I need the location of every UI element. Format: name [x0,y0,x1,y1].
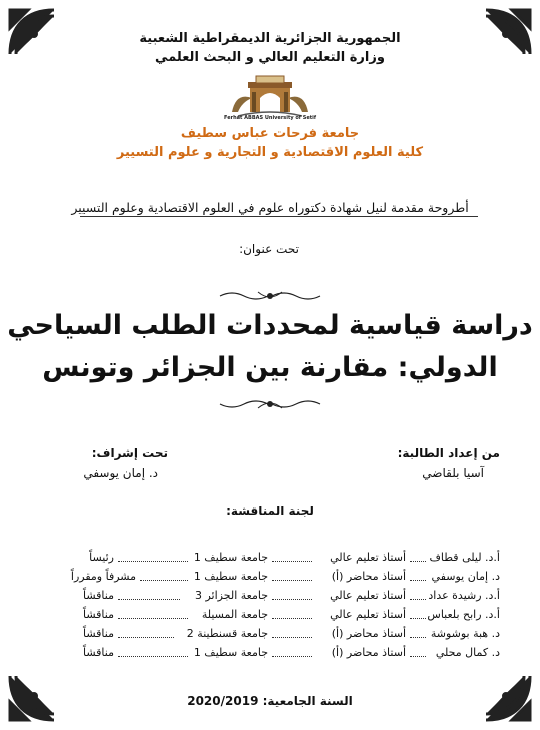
republic-name: الجمهورية الجزائرية الديمقراطية الشعبية [139,31,401,46]
academic-year-label: السنة الجامعية: [262,694,353,708]
jury-member-rank: أستاذ تعليم عالي [330,589,406,602]
under-title-label: تحت عنوان: [239,242,299,256]
jury-member-name: د. هبة بوشوشة [430,627,500,640]
jury-member-role: مشرفاً ومقرراً [70,570,136,583]
student-label: من إعداد الطالبة: [397,446,500,460]
jury-member-institution: جامعة قسنطينة 2 [186,627,268,640]
jury-row [40,588,500,604]
title-ornament-top [218,288,322,304]
jury-member-name: د. كمال محلي [435,646,500,659]
jury-member-role: مناقشاً [83,608,114,621]
jury-member-institution: جامعة الجزائر 3 [194,589,268,602]
jury-member-rank: أستاذ تعليم عالي [330,551,406,564]
jury-member-name: أ.د. رشيدة عداد [428,589,500,602]
jury-member-rank: أستاذ محاضر (أ) [331,646,406,659]
student-name: آسيا بلقاضي [422,466,484,480]
jury-row [40,550,500,566]
academic-year [0,694,540,708]
jury-member-institution: جامعة المسيلة [201,608,268,621]
thesis-purpose: أطروحة مقدمة لنيل شهادة دكتوراه علوم في العلوم الاقتصادية وعلوم التسيير [71,200,469,215]
faculty-name: كلية العلوم الاقتصادية و التجارية و علوم التسيير [116,145,424,160]
logo-caption: Ferhat ABBAS University of Setif [224,115,316,121]
jury-member-role: مناقشاً [83,627,114,640]
jury-table [40,550,500,662]
thesis-title-line-1: دراسة قياسية لمحددات الطلب السياحي [7,310,533,341]
jury-member-rank: أستاذ محاضر (أ) [331,570,406,583]
jury-member-institution: جامعة سطيف 1 [193,646,268,659]
supervisor-name: د. إمان يوسفي [83,466,158,480]
supervisor-label: تحت إشراف: [91,446,168,460]
jury-member-name: أ.د. ليلى قطاف [429,551,500,564]
jury-member-rank: أستاذ تعليم عالي [330,608,406,621]
jury-row [40,626,500,642]
jury-member-role: مناقشاً [83,589,114,602]
jury-member-name: د. إمان يوسفي [431,570,500,583]
jury-row [40,569,500,585]
jury-row [40,645,500,661]
jury-member-institution: جامعة سطيف 1 [193,551,268,564]
ministry-name: وزارة التعليم العالي و البحث العلمي [155,50,385,65]
jury-member-rank: أستاذ محاضر (أ) [331,627,406,640]
thesis-title-line-2: الدولي: مقارنة بين الجزائر وتونس [42,352,498,383]
purpose-underline [80,216,478,217]
jury-member-institution: جامعة سطيف 1 [193,570,268,583]
university-logo [218,72,322,124]
academic-year-value: 2020/2019 [187,694,259,708]
university-name: جامعة فرحات عباس سطيف [180,126,360,141]
jury-title: لجنة المناقشة: [226,504,314,518]
jury-member-role: مناقشاً [83,646,114,659]
jury-member-role: رئيساً [89,551,114,564]
title-ornament-bottom [218,396,322,412]
jury-member-name: أ.د. رابح بلعباس [427,608,500,621]
jury-row [40,607,500,623]
